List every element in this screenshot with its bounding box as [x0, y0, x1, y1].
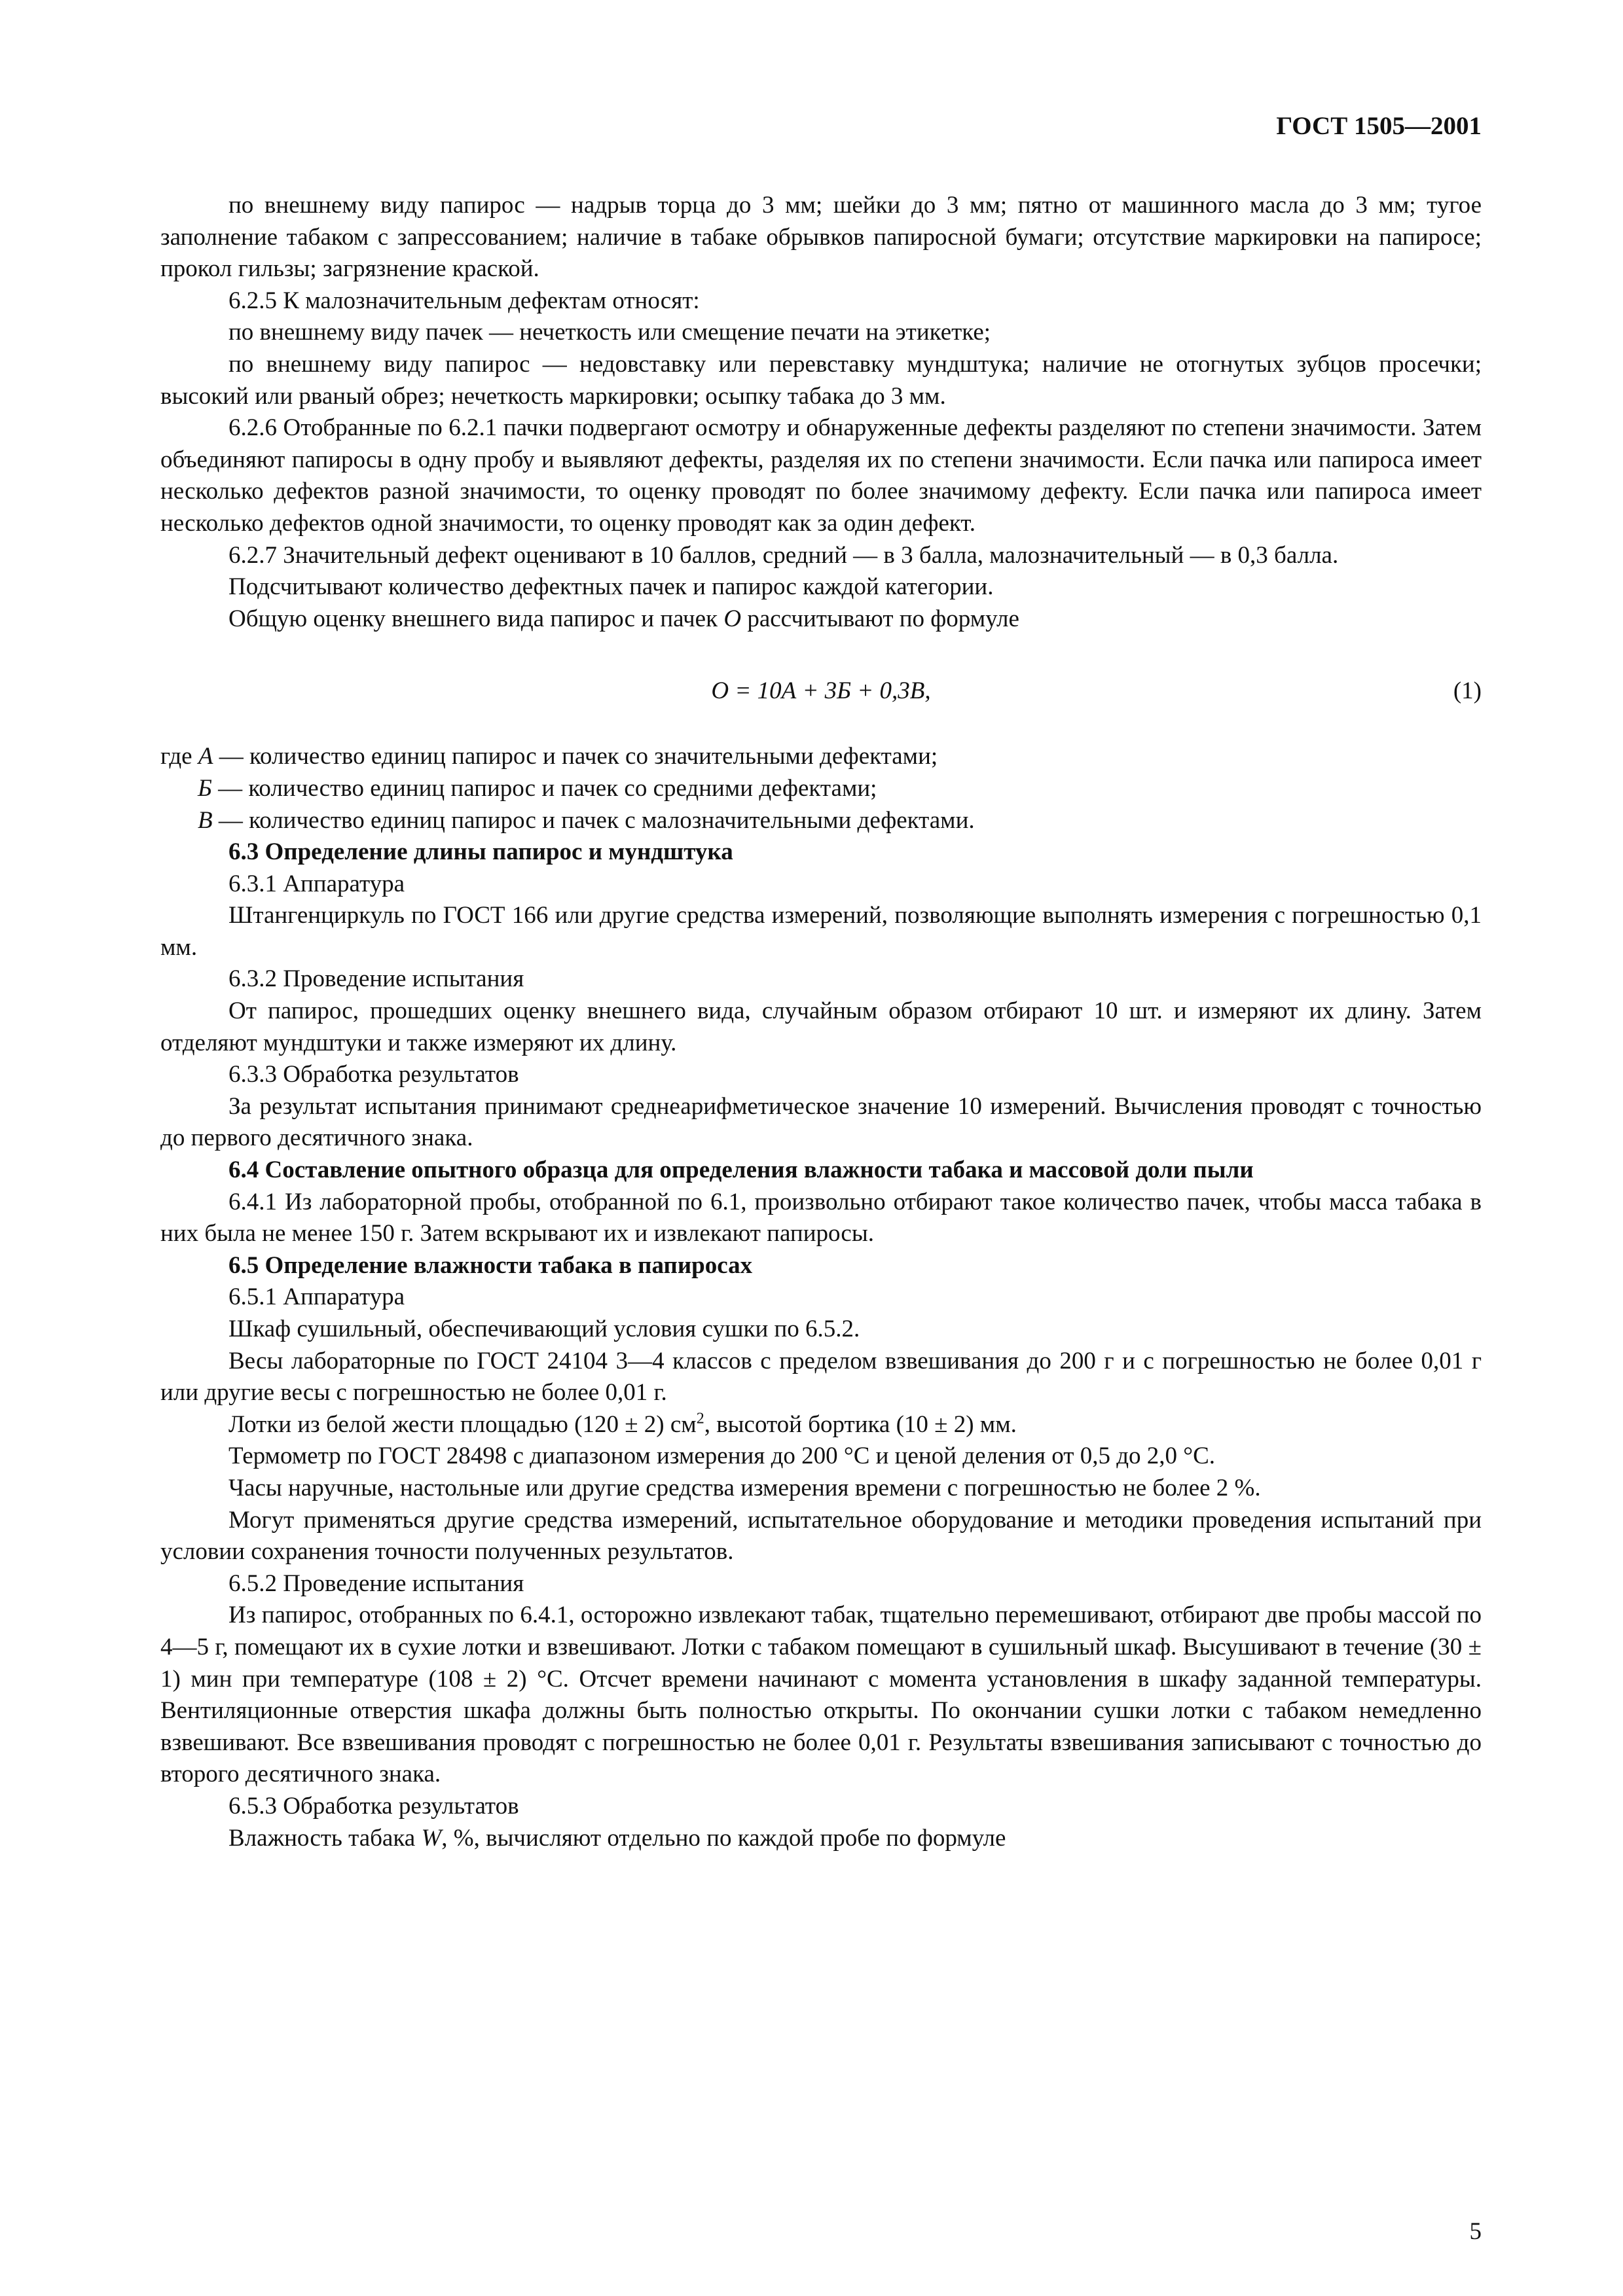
- paragraph-trays: Лотки из белой жести площадью (120 ± 2) $см^2$, высотой бортика (10 ± 2) мм.: [228, 1410, 1017, 1438]
- paragraph-drying-oven: Шкаф сушильный, обеспечивающий условия сушки по 6.5.2.: [228, 1316, 860, 1342]
- formula-1: [160, 675, 1482, 715]
- paragraph-defects-packs: по внешнему виду пачек — нечеткость или смещение печати на этикетке;: [228, 319, 991, 346]
- paragraph-6-3-2: От папирос, прошедших оценку внешнего вида, случайным образом отбирают 10 шт. и измеряют их длину. Затем отделяют мундштуки и также измеряют их длину.: [160, 997, 1482, 1056]
- paragraph-overall-score: Общую оценку внешнего вида папирос и пачек О рассчитывают по формуле: [228, 605, 1019, 632]
- paragraph-count: Подсчитывают количество дефектных пачек и папирос каждой категории.: [228, 573, 994, 601]
- formula-legend: [160, 741, 1482, 836]
- clause-6-2-7: 6.2.7 Значительный дефект оценивают в 10 баллов, средний — в 3 балла, малозначительный — в 0,3 балла.: [228, 541, 1339, 569]
- paragraph-6-5-3: Влажность табака W, %, вычисляют отдельно по каждой пробе по формуле: [228, 1824, 1006, 1852]
- paragraph-defects-cigarettes-minor: по внешнему виду папирос — недовставку или перевставку мундштука; наличие не отогнутых зубцов просечки; высокий или рваный обрез; нечеткость маркировки; осыпку табака до 3 мм.: [160, 350, 1482, 410]
- paragraph-6-3-3: За результат испытания принимают среднеарифметическое значение 10 измерений. Вычисления проводят с точностью до первого десятичного знака.: [160, 1092, 1482, 1152]
- section-heading-6-5: 6.5 Определение влажности табака в папиросах: [228, 1251, 753, 1279]
- subsection-6-5-3: 6.5.3 Обработка результатов: [228, 1792, 519, 1820]
- symbol-w: W: [421, 1824, 442, 1852]
- subsection-6-3-1: 6.3.1 Аппаратура: [228, 870, 405, 897]
- symbol-o: О: [723, 605, 742, 632]
- document-body: [160, 190, 1482, 1854]
- legend-item-a: где А — количество единиц папирос и пачек со значительными дефектами;: [160, 743, 938, 770]
- section-heading-6-4: 6.4 Составление опытного образца для определения влажности табака и массовой доли пыли: [228, 1157, 1254, 1184]
- subsection-6-5-2: 6.5.2 Проведение испытания: [228, 1570, 524, 1597]
- clause-6-2-5: 6.2.5 К малозначительным дефектам относят:: [228, 287, 700, 314]
- section-heading-6-3: 6.3 Определение длины папирос и мундштука: [228, 838, 733, 866]
- formula-number: (1): [1453, 677, 1482, 705]
- formula-expression: О = 10А + 3Б + 0,3В,: [711, 677, 931, 705]
- legend-item-v: В — количество единиц папирос и пачек с малозначительными дефектами.: [198, 806, 975, 834]
- subsection-6-3-3: 6.3.3 Обработка результатов: [228, 1061, 519, 1088]
- subsection-6-5-1: 6.5.1 Аппаратура: [228, 1283, 405, 1311]
- page-number: 5: [1469, 2218, 1482, 2245]
- paragraph-6-4-1: 6.4.1 Из лабораторной пробы, отобранной по 6.1, произвольно отбирают такое количество пачек, чтобы масса табака в них была не менее 150 г. Затем вскрывают их и извлекают папиросы.: [160, 1188, 1482, 1247]
- legend-item-b: Б — количество единиц папирос и пачек со средними дефектами;: [198, 774, 877, 802]
- paragraph-6-5-2: Из папирос, отобранных по 6.4.1, осторожно извлекают табак, тщательно перемешивают, отбирают две пробы массой по 4—5 г, помещают их в сухие лотки и взвешивают. Лотки с табаком помещают в сушильный шкаф. Высушивают в течение (30 ± 1) мин при температуре (108 ± 2) °С. Отсчет времени начинают с момента установления в шкафу заданной температуры. Вентиляционные отверстия шкафа должны быть полностью открыты. По окончании сушки лотки с табаком немедленно взвешивают. Все взвешивания проводят с погрешностью не более 0,01 г. Результаты взвешивания записывают с точностью до второго десятичного знака.: [160, 1602, 1482, 1788]
- paragraph-other-means: Могут применяться другие средства измерений, испытательное оборудование и методики проведения испытаний при условии сохранения точности полученных результатов.: [160, 1506, 1482, 1566]
- paragraph-thermometer: Термометр по ГОСТ 28498 с диапазоном измерения до 200 °С и ценой деления от 0,5 до 2,0 °С.: [228, 1443, 1215, 1470]
- document-header: ГОСТ 1505—2001: [1276, 112, 1482, 140]
- clause-6-2-6: 6.2.6 Отобранные по 6.2.1 пачки подвергают осмотру и обнаруженные дефекты разделяют по степени значимости. Затем объединяют папиросы в одну пробу и выявляют дефекты, разделяя их по степени значимости. Если пачка или папироса имеет несколько дефектов разной значимости, то оценку проводят по более значимому дефекту. Если пачка или папироса имеет несколько дефектов одной значимости, то оценку проводят как за один дефект.: [160, 414, 1482, 537]
- paragraph-6-3-1: Штангенциркуль по ГОСТ 166 или другие средства измерений, позволяющие выполнять измерения с погрешностью 0,1 мм.: [160, 902, 1482, 961]
- paragraph-clock: Часы наручные, настольные или другие средства измерения времени с погрешностью не более 2 %.: [228, 1474, 1261, 1501]
- paragraph-scales: Весы лабораторные по ГОСТ 24104 3—4 классов с пределом взвешивания до 200 г и с погрешностью не более 0,01 г или другие весы с погрешностью не более 0,01 г.: [160, 1347, 1482, 1407]
- paragraph-defects-cigarettes: по внешнему виду папирос — надрыв торца до 3 мм; шейки до 3 мм; пятно от машинного масла до 3 мм; тугое заполнение табаком с запрессованием; наличие в табаке обрывков папиросной бумаги; отсутствие маркировки на папиросе; прокол гильзы; загрязнение краской.: [160, 192, 1482, 283]
- subsection-6-3-2: 6.3.2 Проведение испытания: [228, 965, 524, 993]
